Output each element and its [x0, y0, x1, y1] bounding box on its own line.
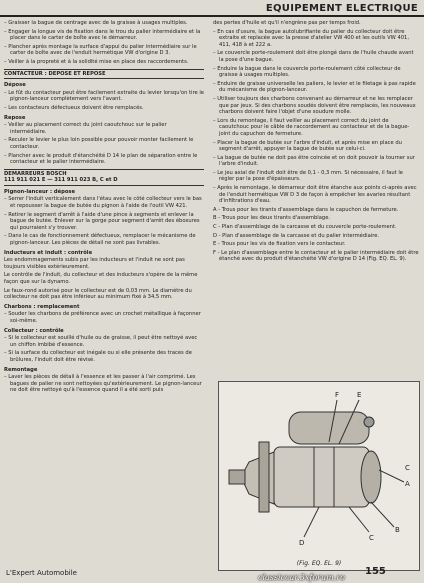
figure-caption: (Fig. EQ. EL. 9) — [296, 560, 342, 567]
collecteur-paragraph: – Si la surface du collecteur est inégale ou si elle présente des traces de brûlures, l'induit doit être révisé. — [4, 350, 192, 363]
body-paragraph: – Enduire de graisse universelle les paliers, le levier et le filetage à pas rapide du mécanisme de pignon-lanceur. — [213, 80, 416, 94]
section-header-title: EQUIPEMENT ELECTRIQUE — [265, 3, 418, 14]
figure-label-c2: C — [405, 464, 410, 472]
legend-item: C - Plan d'assemblage de la carcasse et du couvercle porte-roulement. — [213, 224, 397, 231]
body-paragraph: – La bague de butée ne doit pas être coincée et on doit pouvoir la tourner sur l'arbre d'induit. — [213, 154, 415, 168]
right-column — [213, 20, 419, 265]
inducteurs-paragraph: Le contrôle de l'induit, du collecteur et des inducteurs s'opère de la même façon que sur la dynamo. — [4, 272, 198, 285]
intro-paragraph: – Veiller à la propreté et à la solidité mise en place des raccordements. — [4, 58, 189, 65]
remontage-paragraph: – Laver les pièces de détail à l'essence et les passer à l'air comprimé. Les bagues de palier ne sont nettoyées qu'extérieurement. Le pignon-lanceur ne doit être nettoyé qu'à l'essence quand il a été sorti puis — [4, 374, 202, 394]
header-rule — [0, 15, 424, 17]
collecteur-paragraph: – Si le collecteur est souillé d'huile ou de graisse, il peut être nettoyé avec un chiffon imbibé d'essence. — [4, 335, 198, 348]
intro-paragraph: – Engager la longue vis de fixation dans le trou du palier intermédiaire et la placer dans le carter de boîte avec le démarreur. — [4, 28, 201, 42]
depose-paragraph: – Les contacteurs défectueux doivent être remplacés. — [4, 104, 144, 111]
subheading-inducteurs: Inducteurs et induit : contrôle — [4, 249, 93, 256]
subheading-charbons: Charbons : remplacement — [4, 303, 80, 310]
legend-item: F - Le plan d'assemblage entre le contacteur et le palier intermédiaire doit être étanché avec du produit d'étanchéité VW d'origine D 14 (Fig. EQ. EL. 9). — [213, 249, 419, 263]
pignon-paragraph: – Retirer le segment d'arrêt à l'aide d'une pince à segments et enlever la bague de butée. Enlever sur la gorge pour segment d'arrêt des éboxures qui pourraient s'y trouver. — [4, 211, 200, 231]
legend-item: D - Plan d'assemblage de la carcasse et du palier intermédiaire. — [213, 232, 380, 239]
subheading-remontage: Remontage — [4, 366, 38, 373]
section-heading-contacteur: CONTACTEUR : DEPOSE ET REPOSE — [4, 69, 204, 80]
repose-paragraph: – Veiller au placement correct du joint caoutchouc sur le palier intermédiaire. — [4, 122, 167, 135]
starter-motor-figure — [218, 381, 420, 571]
body-paragraph: – Utiliser toujours des charbons convenant au démarreur et ne les remplacer que par jeux. Si des charbons soudés doivent être remplacés, les nouveaux charbons doivent faire l'objet d'une soudure molle. — [213, 95, 416, 116]
inducteurs-paragraph: Le faux-rond autorisé pour le collecteur est de 0,03 mm. Le diamètre du collecteur ne doit pas être inférieur au minimum fixé à 34,5 mm. — [4, 287, 192, 301]
figure-label-f: F — [335, 391, 340, 399]
body-paragraph: – En cas d'usure, la bague autolubrifiante du palier du collecteur doit être extraite et replacée avec la presse d'atelier VW 400 et les outils VW 401, 411, 418 à et 222 a. — [213, 28, 409, 48]
inducteurs-paragraph: Les endommagements subis par les inducteurs et l'induit ne sont pas toujours visibles extérieurement. — [4, 257, 185, 270]
figure-label-c: C — [369, 534, 374, 542]
figure-label-a: A — [405, 480, 410, 488]
charbons-paragraph: – Souder les charbons de préférence avec un crochet métallique à façonner soi-même. — [4, 311, 201, 324]
repose-paragraph: – Reculer le levier le plus loin possible pour pouvoir monter facilement le contacteur. — [4, 137, 194, 150]
footer-publication: L'Expert Automobile — [6, 569, 77, 577]
left-column — [4, 20, 204, 396]
body-paragraph: – Après le remontage, le démarreur doit être étanche aux points ci-après avec de l'enduit hermétique VW D 3 de façon à empêcher les avaries résultant d'infiltrations d'eau. — [213, 185, 417, 205]
figure-label-d: D — [299, 539, 305, 547]
body-paragraph: – Enduire la bague dans le couvercle porte-roulement côté collecteur de graisse à usages multiples. — [213, 65, 401, 79]
subheading-repose: Repose — [4, 114, 26, 121]
forum-watermark: classiccar.3xforum.ro — [258, 573, 345, 582]
depose-paragraph: – Le fût du contacteur peut être facilement extraite du levier lorsqu'on tire le pignon-lanceur complètement vers l'avant. — [4, 89, 204, 103]
legend-item: E - Trous pour les vis de fixation vers le contacteur. — [213, 241, 346, 248]
figure-label-b: B — [395, 526, 400, 534]
body-paragraph: – Placer la bague de butée sur l'arbre d'induit, et après mise en place du segment d'arrêt, appuyer la bague de butée sur celui-ci. — [213, 139, 402, 153]
subheading-pignon: Pignon-lanceur : dépose — [4, 188, 76, 195]
page-number: 155 — [365, 566, 386, 577]
pignon-paragraph: – Serrer l'induit verticalement dans l'étau avec le côté collecteur vers le bas et repousser la bague de butée du pignon à l'aide de l'outil VW 421. — [4, 196, 202, 210]
body-paragraph: – Le jeu axial de l'induit doit être de 0,1 - 0,3 mm. Si nécessaire, il faut le régler par la pose d'épaisseurs. — [213, 169, 403, 183]
subheading-depose: Dépose — [4, 82, 26, 89]
body-paragraph: – Lors du remontage, il faut veiller au placement correct du joint de caoutchouc pour le câble de raccordement au contacteur et de la bague-joint du capuchon de fermeture. — [213, 117, 410, 137]
legend-item: A - Trous pour les tirants d'assemblage dans le capuchon de fermeture. — [213, 206, 399, 213]
body-paragraph: – Le couvercle porte-roulement doit être plongé dans de l'huile chaude avant la pose d'une bague. — [213, 50, 414, 63]
figure-label-e: E — [357, 391, 362, 399]
starter-motor-drawing — [219, 382, 419, 552]
section-heading-demarreurs-models: 111 911 021 E — 311 911 023 B, C et D — [4, 177, 118, 184]
repose-paragraph: – Plancher avec le produit d'étanchéité D 14 le plan de séparation entre le contacteur et le palier intermédiaire. — [4, 152, 198, 166]
legend-item: B - Trous pour les deux tirants d'assemblage. — [213, 215, 331, 222]
section-heading-demarreurs-title: DEMARREURS BOSCH — [4, 170, 67, 177]
intro-paragraph: – Graisser la bague de centrage avec de la graisse à usages multiples. — [4, 20, 188, 26]
body-paragraph: des pertes d'huile et qu'il n'engrène pas per temps froid. — [213, 20, 361, 26]
section-heading-demarreurs — [4, 169, 204, 186]
subheading-collecteur: Collecteur : contrôle — [4, 327, 64, 334]
intro-paragraph: – Plancher après montage la surface d'appui du palier intermédiaire sur le carter de boîte avec de l'enduit hermétique VW d'origine D 3. — [4, 43, 197, 57]
pignon-paragraph: – Dans le cas de fonctionnement défectueux, remplacer le mécanisme de pignon-lanceur. Les pièces de détail ne sont pas livrables. — [4, 233, 196, 247]
